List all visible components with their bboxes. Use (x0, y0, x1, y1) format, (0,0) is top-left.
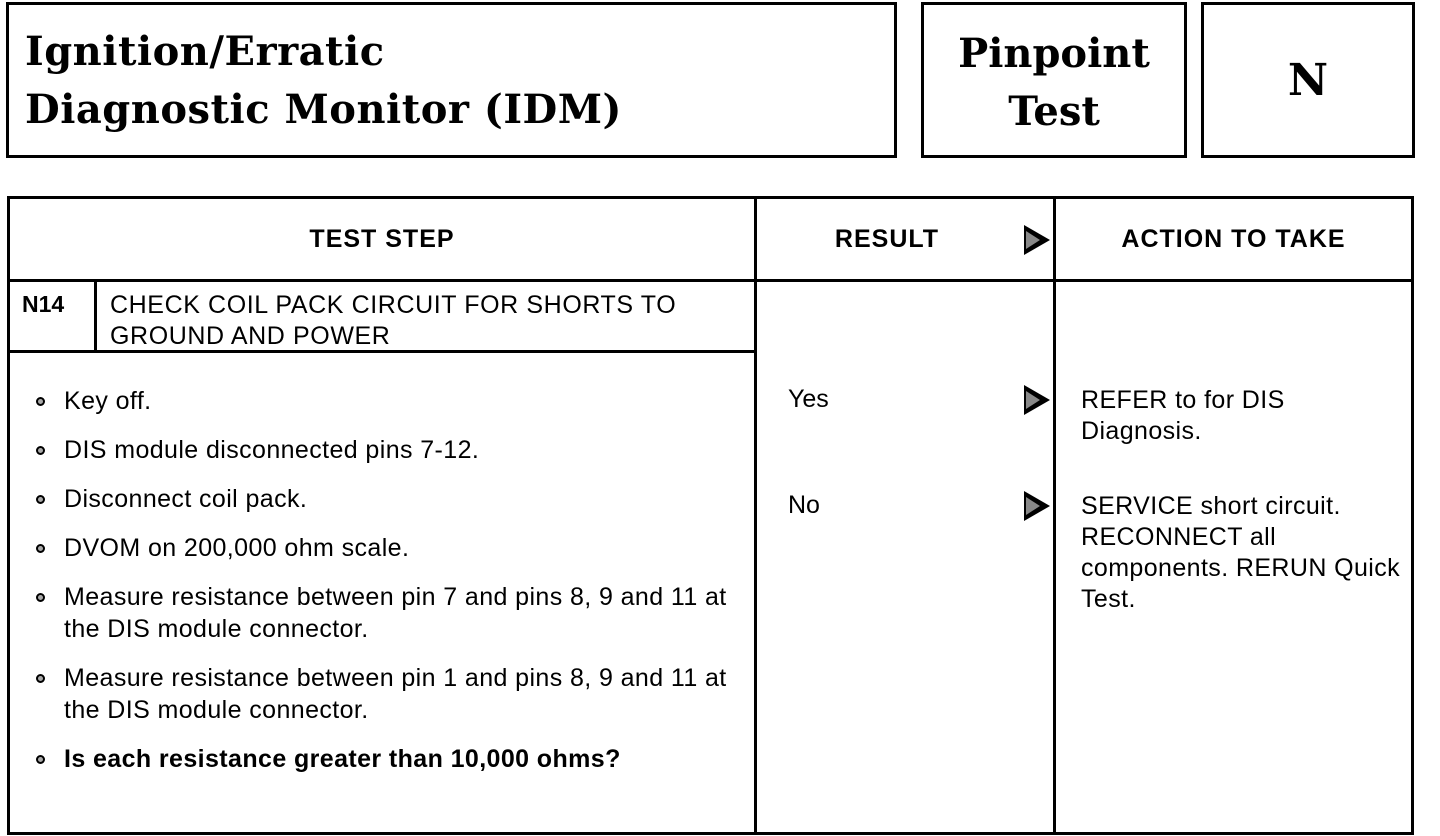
title-box (6, 2, 897, 158)
bullet-icon (36, 446, 45, 455)
step-bullet-list (32, 385, 732, 792)
action-no: SERVICE short circuit. RECONNECT all components. RERUN Quick Test. (1081, 492, 1401, 613)
test-letter: N (1287, 55, 1329, 106)
pinpoint-line-2: Test (1008, 88, 1100, 135)
test-table (7, 196, 1414, 835)
pinpoint-line-1: Pinpoint (958, 30, 1150, 77)
title-line-2: Diagnostic Monitor (IDM) (25, 86, 622, 133)
col-action: ACTION TO TAKE (1121, 225, 1346, 253)
list-item: Key off. (32, 385, 732, 417)
col-result: RESULT (834, 225, 940, 253)
list-item: Disconnect coil pack. (32, 483, 732, 515)
bullet-icon (36, 544, 45, 553)
bullet-icon (36, 397, 45, 406)
bullet-icon (36, 674, 45, 683)
no-arrow-icon (1024, 491, 1050, 521)
title-line-1: Ignition/Erratic (25, 28, 385, 75)
bullet-icon (36, 495, 45, 504)
col-test-step: TEST STEP (309, 225, 455, 253)
page-title (25, 23, 622, 139)
step-title: CHECK COIL PACK CIRCUIT FOR SHORTS TO GROUND AND POWER (110, 291, 677, 350)
bullet-icon (36, 593, 45, 602)
step-id: N14 (22, 291, 65, 317)
result-arrow-icon (1024, 225, 1050, 255)
pinpoint-test-label (924, 25, 1184, 141)
pinpoint-test-box (921, 2, 1187, 158)
action-yes: REFER to for DIS Diagnosis. (1081, 386, 1285, 445)
list-item: Measure resistance between pin 1 and pins 8, 9 and 11 at the DIS module connector. (32, 662, 732, 726)
bullet-icon (36, 755, 45, 764)
column-divider-1 (754, 199, 757, 832)
column-divider-2 (1053, 199, 1056, 832)
list-item-question: Is each resistance greater than 10,000 ohms? (32, 743, 732, 775)
list-item: DIS module disconnected pins 7-12. (32, 434, 732, 466)
step-id-divider (94, 279, 97, 353)
list-item: DVOM on 200,000 ohm scale. (32, 532, 732, 564)
result-yes: Yes (788, 385, 829, 413)
result-no: No (788, 491, 820, 519)
yes-arrow-icon (1024, 385, 1050, 415)
list-item: Measure resistance between pin 7 and pins 8, 9 and 11 at the DIS module connector. (32, 581, 732, 645)
test-letter-box (1201, 2, 1415, 158)
